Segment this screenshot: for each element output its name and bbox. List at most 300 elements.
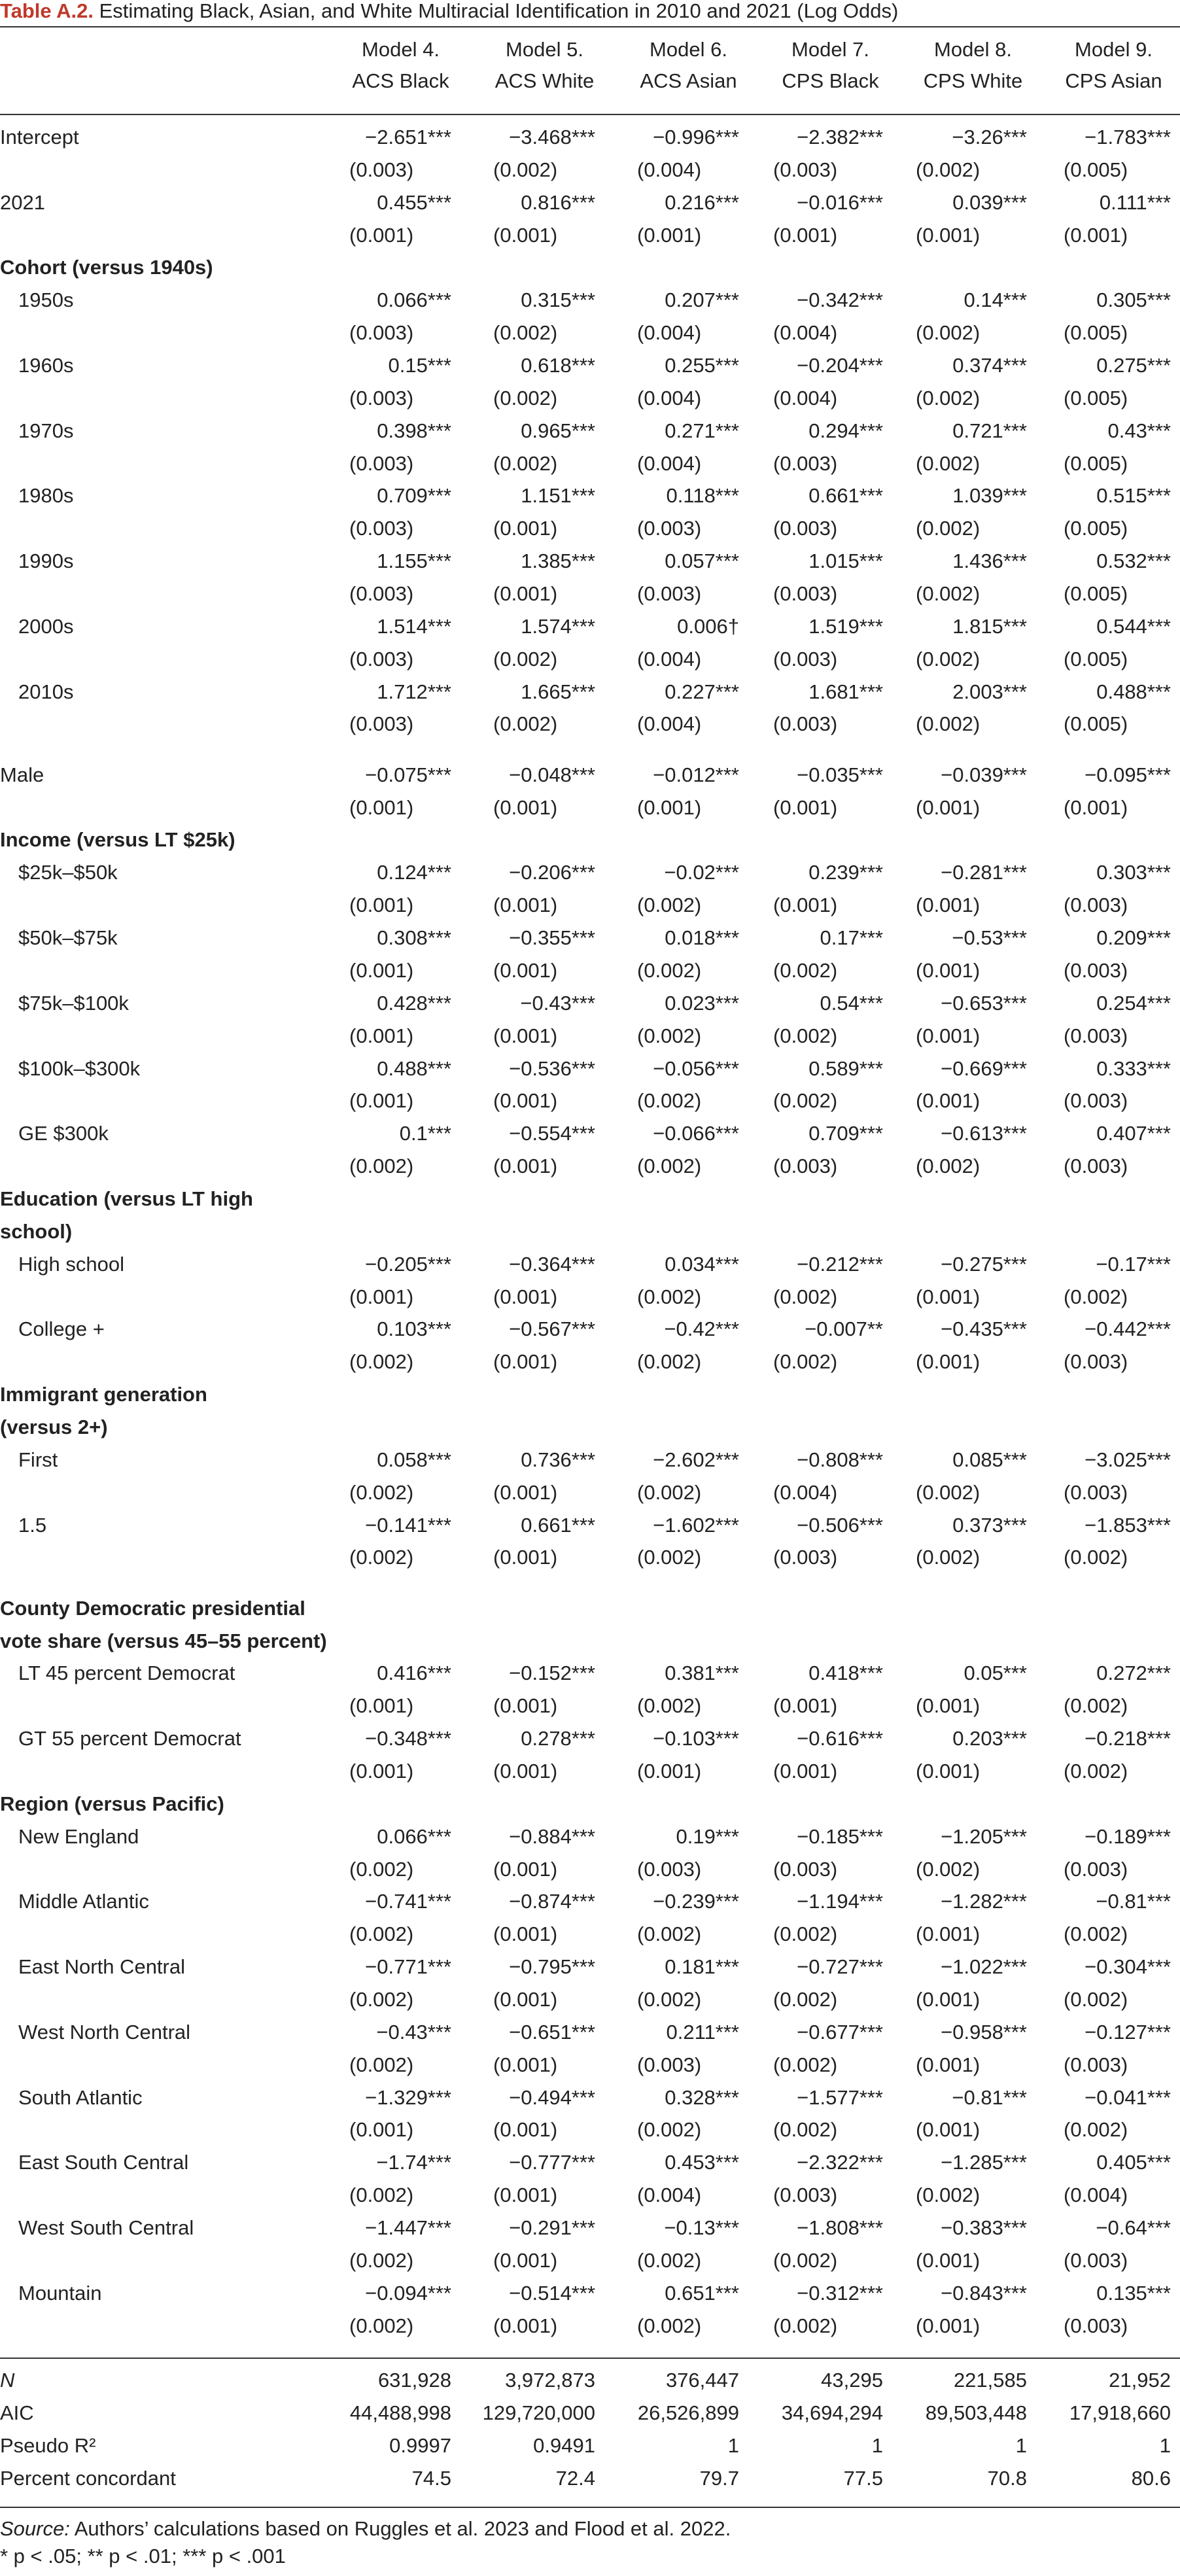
- section-header: [0, 251, 1180, 284]
- coefficient-cell: −0.212***: [797, 1252, 883, 1276]
- row-label: 1980s: [18, 484, 74, 508]
- standard-error-cell: (0.002): [916, 321, 980, 345]
- coefficient-cell: −0.204***: [797, 354, 883, 377]
- coefficient-cell: 0.111***: [1099, 190, 1171, 214]
- column-header: Model 8. CPS White: [923, 38, 1023, 92]
- coefficient-cell: −0.056***: [653, 1056, 739, 1080]
- standard-error-cell: (0.001): [916, 2314, 980, 2337]
- coefficient-cell: −0.13***: [664, 2216, 739, 2240]
- row-label: Mountain: [18, 2281, 102, 2305]
- coefficient-cell: −0.039***: [941, 763, 1027, 786]
- coefficient-cell: −0.554***: [509, 1122, 595, 1145]
- standard-error-cell: (0.001): [493, 1285, 558, 1308]
- coefficient-cell: 0.19***: [676, 1824, 739, 1848]
- standard-error-cell: (0.005): [1064, 386, 1128, 409]
- row-label: 2021: [0, 190, 45, 214]
- table-row: [0, 2277, 1180, 2310]
- standard-error-cell: (0.002): [349, 1857, 414, 1881]
- coefficient-cell: 0.118***: [666, 484, 739, 508]
- coefficient-cell: −0.795***: [509, 1955, 595, 1979]
- coefficient-cell: −0.494***: [509, 2085, 595, 2109]
- section-label: school): [0, 1219, 73, 1243]
- standard-error-cell: (0.001): [349, 1024, 414, 1047]
- table-row: [0, 1885, 1180, 1918]
- coefficient-cell: 0.227***: [665, 680, 739, 703]
- table-row: [0, 1509, 1180, 1542]
- stat-cell: 221,585: [953, 2369, 1027, 2392]
- standard-error-cell: (0.001): [916, 2053, 980, 2076]
- coefficient-cell: 1.681***: [808, 680, 883, 703]
- standard-error-cell: (0.001): [773, 1759, 838, 1783]
- coefficient-cell: 0.455***: [377, 190, 451, 214]
- coefficient-cell: −0.218***: [1085, 1727, 1171, 1750]
- standard-error-cell: (0.003): [1064, 1857, 1128, 1881]
- table-row-se: [0, 2049, 1180, 2081]
- table-row-se: [0, 1346, 1180, 1378]
- standard-error-cell: (0.002): [493, 647, 558, 670]
- standard-error-cell: (0.002): [637, 1285, 702, 1308]
- standard-error-cell: (0.001): [493, 958, 558, 982]
- standard-error-cell: (0.002): [1064, 1988, 1128, 2011]
- standard-error-cell: (0.003): [349, 647, 414, 670]
- coefficient-cell: 0.239***: [808, 861, 883, 884]
- standard-error-cell: (0.001): [773, 223, 838, 247]
- table-row: [0, 676, 1180, 708]
- coefficient-cell: 0.272***: [1096, 1662, 1171, 1685]
- standard-error-cell: (0.002): [916, 712, 980, 736]
- row-label: $25k–$50k: [18, 861, 118, 884]
- table-row-se: [0, 382, 1180, 415]
- standard-error-cell: (0.002): [773, 1089, 838, 1113]
- table-row-se: [0, 1918, 1180, 1951]
- standard-error-cell: (0.001): [916, 1089, 980, 1113]
- table-row: [0, 545, 1180, 578]
- coefficient-cell: 0.278***: [521, 1727, 595, 1750]
- coefficient-cell: 0.17***: [820, 926, 883, 950]
- standard-error-cell: (0.001): [493, 1089, 558, 1113]
- coefficient-cell: 0.418***: [808, 1662, 883, 1685]
- table-row-se: [0, 154, 1180, 186]
- coefficient-cell: −0.843***: [941, 2281, 1027, 2305]
- stat-cell: 631,928: [377, 2369, 451, 2392]
- coefficient-cell: −0.342***: [797, 288, 883, 312]
- table-row-se: [0, 2244, 1180, 2277]
- table-row: [0, 415, 1180, 447]
- standard-error-cell: (0.001): [916, 1285, 980, 1308]
- standard-error-cell: (0.003): [349, 582, 414, 606]
- standard-error-cell: (0.002): [1064, 1923, 1128, 1946]
- standard-error-cell: (0.001): [637, 223, 702, 247]
- coefficient-cell: 0.618***: [521, 354, 595, 377]
- row-label: Intercept: [0, 126, 79, 148]
- top-rule: [0, 26, 1180, 27]
- standard-error-cell: (0.003): [349, 451, 414, 475]
- standard-error-cell: (0.002): [349, 1923, 414, 1946]
- coefficient-cell: −0.012***: [653, 763, 739, 786]
- standard-error-cell: (0.001): [637, 1759, 702, 1783]
- standard-error-cell: (0.002): [637, 1694, 702, 1718]
- standard-error-cell: (0.003): [773, 451, 838, 475]
- standard-error-cell: (0.001): [773, 1694, 838, 1718]
- coefficient-cell: 0.515***: [1096, 484, 1171, 508]
- table-row: [0, 121, 1180, 154]
- standard-error-cell: (0.004): [773, 1480, 838, 1504]
- standard-error-cell: (0.002): [349, 2314, 414, 2337]
- standard-error-cell: (0.002): [1064, 1285, 1128, 1308]
- standard-error-cell: (0.001): [493, 1923, 558, 1946]
- standard-error-cell: (0.004): [1064, 2184, 1128, 2207]
- table-row-se: [0, 512, 1180, 545]
- standard-error-cell: (0.004): [637, 386, 702, 409]
- standard-error-cell: (0.001): [349, 1694, 414, 1718]
- standard-error-cell: (0.001): [349, 1759, 414, 1783]
- coefficient-cell: 0.303***: [1096, 861, 1171, 884]
- coefficient-cell: 0.124***: [377, 861, 451, 884]
- coefficient-cell: 0.255***: [665, 354, 739, 377]
- table-row-se: [0, 1690, 1180, 1722]
- standard-error-cell: (0.002): [916, 582, 980, 606]
- coefficient-cell: −0.205***: [365, 1252, 451, 1276]
- standard-error-cell: (0.002): [637, 1089, 702, 1113]
- table-row: [0, 2016, 1180, 2049]
- column-header: Model 5. ACS White: [495, 38, 595, 92]
- coefficient-cell: 0.407***: [1096, 1122, 1171, 1145]
- coefficient-cell: 0.254***: [1096, 991, 1171, 1015]
- section-header: [0, 1411, 1180, 1444]
- standard-error-cell: (0.002): [916, 2184, 980, 2207]
- coefficient-cell: −0.275***: [941, 1252, 1027, 1276]
- coefficient-cell: −0.669***: [941, 1056, 1027, 1080]
- stat-row: [0, 2462, 1180, 2495]
- coefficient-cell: −0.127***: [1085, 2020, 1171, 2044]
- column-header: Model 7. CPS Black: [782, 38, 879, 92]
- row-label: 1970s: [18, 419, 74, 442]
- stats-rule: [0, 2358, 1180, 2359]
- standard-error-cell: (0.001): [349, 958, 414, 982]
- table-row-se: [0, 1085, 1180, 1117]
- coefficient-cell: 0.333***: [1096, 1056, 1171, 1080]
- coefficient-cell: 0.006†: [677, 614, 739, 638]
- table-row: [0, 1117, 1180, 1150]
- coefficient-cell: 0.428***: [377, 991, 451, 1015]
- coefficient-cell: −0.884***: [509, 1824, 595, 1848]
- standard-error-cell: (0.003): [349, 386, 414, 409]
- coefficient-cell: 2.003***: [952, 680, 1027, 703]
- coefficient-cell: −3.26***: [952, 126, 1027, 148]
- standard-error-cell: (0.003): [349, 517, 414, 540]
- coefficient-cell: 0.328***: [665, 2085, 739, 2109]
- standard-error-cell: (0.002): [637, 2314, 702, 2337]
- coefficient-cell: −0.103***: [653, 1727, 739, 1750]
- coefficient-cell: −0.777***: [509, 2151, 595, 2174]
- coefficient-cell: 0.271***: [665, 419, 739, 442]
- table-row: [0, 1248, 1180, 1281]
- source-note: [0, 2515, 1180, 2543]
- standard-error-cell: (0.001): [1064, 795, 1128, 819]
- standard-error-cell: (0.001): [349, 1089, 414, 1113]
- coefficient-cell: −0.348***: [365, 1727, 451, 1750]
- standard-error-cell: (0.003): [349, 712, 414, 736]
- section-label: County Democratic presidential: [0, 1596, 305, 1620]
- coefficient-cell: 0.405***: [1096, 2151, 1171, 2174]
- standard-error-cell: (0.005): [1064, 158, 1128, 181]
- coefficient-cell: −1.808***: [797, 2216, 883, 2240]
- section-label: Cohort (versus 1940s): [0, 256, 213, 279]
- coefficient-cell: −0.442***: [1085, 1317, 1171, 1341]
- coefficient-cell: −0.64***: [1096, 2216, 1171, 2240]
- section-header: [0, 824, 1180, 856]
- standard-error-cell: (0.002): [493, 451, 558, 475]
- bottom-rule: [0, 2507, 1180, 2508]
- standard-error-cell: (0.002): [773, 1350, 838, 1374]
- standard-error-cell: (0.002): [349, 2248, 414, 2272]
- table-row-se: [0, 708, 1180, 740]
- stat-label: AIC: [0, 2401, 34, 2424]
- standard-error-cell: (0.002): [916, 647, 980, 670]
- stat-cell: 34,694,294: [781, 2401, 883, 2424]
- coefficient-cell: −0.095***: [1085, 763, 1171, 786]
- coefficient-cell: −1.447***: [365, 2216, 451, 2240]
- row-label: 1990s: [18, 549, 74, 573]
- coefficient-cell: −0.291***: [509, 2216, 595, 2240]
- coefficient-cell: 0.034***: [665, 1252, 739, 1276]
- coefficient-cell: 0.308***: [377, 926, 451, 950]
- coefficient-cell: −0.435***: [941, 1317, 1027, 1341]
- stat-cell: 1: [727, 2434, 739, 2457]
- row-label: West North Central: [18, 2020, 191, 2044]
- standard-error-cell: (0.002): [916, 1480, 980, 1504]
- table-row: [0, 1820, 1180, 1853]
- coefficient-cell: −0.312***: [797, 2281, 883, 2305]
- standard-error-cell: (0.004): [637, 647, 702, 670]
- coefficient-cell: 0.43***: [1107, 419, 1171, 442]
- standard-error-cell: (0.001): [493, 795, 558, 819]
- standard-error-cell: (0.004): [637, 158, 702, 181]
- standard-error-cell: (0.002): [637, 1546, 702, 1569]
- coefficient-cell: 0.589***: [808, 1056, 883, 1080]
- standard-error-cell: (0.002): [493, 712, 558, 736]
- coefficient-cell: −0.536***: [509, 1056, 595, 1080]
- section-label: vote share (versus 45–55 percent): [0, 1629, 327, 1652]
- coefficient-cell: −0.016***: [797, 190, 883, 214]
- coefficient-cell: −1.329***: [365, 2085, 451, 2109]
- table-title-label: Table A.2.: [0, 0, 94, 22]
- coefficient-cell: 0.275***: [1096, 354, 1171, 377]
- table-row-se: [0, 2179, 1180, 2212]
- coefficient-cell: −0.81***: [952, 2085, 1027, 2109]
- standard-error-cell: (0.001): [493, 582, 558, 606]
- coefficient-cell: −2.382***: [797, 126, 883, 148]
- standard-error-cell: (0.002): [637, 1350, 702, 1374]
- coefficient-cell: −0.81***: [1096, 1890, 1171, 1913]
- coefficient-cell: −1.853***: [1085, 1513, 1171, 1537]
- section-label: Region (versus Pacific): [0, 1792, 224, 1815]
- standard-error-cell: (0.002): [773, 2053, 838, 2076]
- standard-error-cell: (0.004): [773, 386, 838, 409]
- standard-error-cell: (0.004): [637, 321, 702, 345]
- standard-error-cell: (0.003): [773, 582, 838, 606]
- coefficient-cell: 0.374***: [952, 354, 1027, 377]
- standard-error-cell: (0.002): [349, 1350, 414, 1374]
- table-title: [0, 0, 1180, 25]
- coefficient-cell: 0.018***: [665, 926, 739, 950]
- stat-cell: 0.9491: [533, 2434, 595, 2457]
- coefficient-cell: 0.057***: [665, 549, 739, 573]
- standard-error-cell: (0.005): [1064, 712, 1128, 736]
- coefficient-cell: −1.194***: [797, 1890, 883, 1913]
- standard-error-cell: (0.001): [773, 894, 838, 917]
- section-header: [0, 1378, 1180, 1411]
- row-label: 2010s: [18, 680, 74, 703]
- coefficient-cell: −1.285***: [941, 2151, 1027, 2174]
- stat-cell: 80.6: [1131, 2467, 1171, 2490]
- standard-error-cell: (0.003): [773, 712, 838, 736]
- coefficient-cell: 0.488***: [377, 1056, 451, 1080]
- standard-error-cell: (0.002): [349, 2184, 414, 2207]
- coefficient-cell: −1.74***: [376, 2151, 451, 2174]
- coefficient-cell: −1.602***: [653, 1513, 739, 1537]
- standard-error-cell: (0.002): [637, 2118, 702, 2142]
- table-row: [0, 186, 1180, 219]
- standard-error-cell: (0.003): [637, 1857, 702, 1881]
- row-label: First: [18, 1448, 58, 1471]
- coefficient-cell: 0.209***: [1096, 926, 1171, 950]
- coefficient-cell: 0.315***: [521, 288, 595, 312]
- standard-error-cell: (0.003): [1064, 958, 1128, 982]
- coefficient-cell: 0.085***: [952, 1448, 1027, 1471]
- standard-error-cell: (0.001): [493, 2248, 558, 2272]
- standard-error-cell: (0.002): [773, 2118, 838, 2142]
- row-label: Middle Atlantic: [18, 1890, 149, 1913]
- standard-error-cell: (0.002): [637, 958, 702, 982]
- section-label: Income (versus LT $25k): [0, 828, 235, 852]
- row-label: GE $300k: [18, 1122, 109, 1145]
- table-row-se: [0, 792, 1180, 824]
- standard-error-cell: (0.002): [637, 1155, 702, 1178]
- standard-error-cell: (0.003): [1064, 894, 1128, 917]
- table-row: [0, 1657, 1180, 1690]
- standard-error-cell: (0.001): [493, 1759, 558, 1783]
- table-row-se: [0, 1281, 1180, 1314]
- standard-error-cell: (0.002): [493, 321, 558, 345]
- standard-error-cell: (0.003): [773, 517, 838, 540]
- row-label: LT 45 percent Democrat: [18, 1662, 235, 1685]
- coefficient-cell: 1.519***: [808, 614, 883, 638]
- coefficient-cell: 0.544***: [1096, 614, 1171, 638]
- standard-error-cell: (0.002): [916, 451, 980, 475]
- stat-cell: 44,488,998: [349, 2401, 451, 2424]
- row-label: Male: [0, 763, 44, 786]
- coefficient-cell: 1.665***: [521, 680, 595, 703]
- coefficient-cell: −0.613***: [941, 1122, 1027, 1145]
- row-label: East North Central: [18, 1955, 185, 1979]
- coefficient-cell: −0.727***: [797, 1955, 883, 1979]
- coefficient-cell: 0.207***: [665, 288, 739, 312]
- table-row-se: [0, 1983, 1180, 2016]
- coefficient-cell: 0.305***: [1096, 288, 1171, 312]
- coefficient-cell: 0.15***: [388, 354, 451, 377]
- coefficient-cell: 0.416***: [377, 1662, 451, 1685]
- coefficient-cell: 0.488***: [1096, 680, 1171, 703]
- standard-error-cell: (0.003): [773, 1155, 838, 1178]
- coefficient-cell: 0.381***: [665, 1662, 739, 1685]
- standard-error-cell: (0.001): [493, 2118, 558, 2142]
- standard-error-cell: (0.002): [349, 1480, 414, 1504]
- table-row: [0, 1313, 1180, 1346]
- coefficient-cell: −0.041***: [1085, 2085, 1171, 2109]
- standard-error-cell: (0.005): [1064, 321, 1128, 345]
- stat-cell: 376,447: [665, 2369, 739, 2392]
- coefficient-cell: 0.181***: [665, 1955, 739, 1979]
- standard-error-cell: (0.002): [637, 1024, 702, 1047]
- standard-error-cell: (0.003): [1064, 2314, 1128, 2337]
- coefficient-cell: −0.43***: [520, 991, 595, 1015]
- coefficient-cell: 0.736***: [521, 1448, 595, 1471]
- row-label: 1.5: [18, 1513, 47, 1537]
- table-row-se: [0, 317, 1180, 349]
- standard-error-cell: (0.001): [916, 1759, 980, 1783]
- coefficient-cell: 0.532***: [1096, 549, 1171, 573]
- stat-cell: 79.7: [699, 2467, 739, 2490]
- standard-error-cell: (0.001): [916, 2118, 980, 2142]
- coefficient-cell: −1.205***: [941, 1824, 1027, 1848]
- coefficient-cell: 0.965***: [521, 419, 595, 442]
- standard-error-cell: (0.001): [916, 795, 980, 819]
- standard-error-cell: (0.002): [349, 1988, 414, 2011]
- standard-error-cell: (0.001): [493, 1857, 558, 1881]
- coefficient-cell: 0.453***: [665, 2151, 739, 2174]
- coefficient-cell: −1.783***: [1085, 126, 1171, 148]
- coefficient-cell: −0.185***: [797, 1824, 883, 1848]
- stat-label: Percent concordant: [0, 2467, 176, 2490]
- stat-cell: 21,952: [1109, 2369, 1171, 2392]
- row-label: $50k–$75k: [18, 926, 118, 950]
- header-rule: [0, 114, 1180, 115]
- column-header: Model 4. ACS Black: [352, 38, 449, 92]
- table-row: [0, 479, 1180, 512]
- table-row-se: [0, 954, 1180, 987]
- coefficient-cell: −0.007**: [805, 1317, 883, 1341]
- coefficient-cell: −0.048***: [509, 763, 595, 786]
- standard-error-cell: (0.003): [1064, 1089, 1128, 1113]
- table-row-se: [0, 1020, 1180, 1053]
- column-header: Model 6. ACS Asian: [640, 38, 737, 92]
- standard-error-cell: (0.002): [916, 1857, 980, 1881]
- standard-error-cell: (0.001): [493, 1546, 558, 1569]
- standard-error-cell: (0.002): [637, 1988, 702, 2011]
- row-label: High school: [18, 1252, 124, 1276]
- standard-error-cell: (0.002): [916, 386, 980, 409]
- standard-error-cell: (0.002): [349, 2053, 414, 2076]
- coefficient-cell: 0.066***: [377, 1824, 451, 1848]
- standard-error-cell: (0.003): [1064, 1024, 1128, 1047]
- coefficient-cell: −0.189***: [1085, 1824, 1171, 1848]
- table-row: [0, 349, 1180, 382]
- standard-error-cell: (0.002): [916, 1546, 980, 1569]
- coefficient-cell: −0.094***: [365, 2281, 451, 2305]
- table-row: [0, 759, 1180, 792]
- table-row: [0, 1951, 1180, 1983]
- stat-label: Pseudo R²: [0, 2434, 96, 2457]
- standard-error-cell: (0.002): [637, 2248, 702, 2272]
- table-row-se: [0, 219, 1180, 252]
- coefficient-cell: 0.103***: [377, 1317, 451, 1341]
- coefficient-cell: −0.43***: [376, 2020, 451, 2044]
- coefficient-cell: −0.17***: [1096, 1252, 1171, 1276]
- stat-cell: 1: [871, 2434, 883, 2457]
- row-label: $100k–$300k: [18, 1056, 141, 1080]
- standard-error-cell: (0.001): [916, 2248, 980, 2272]
